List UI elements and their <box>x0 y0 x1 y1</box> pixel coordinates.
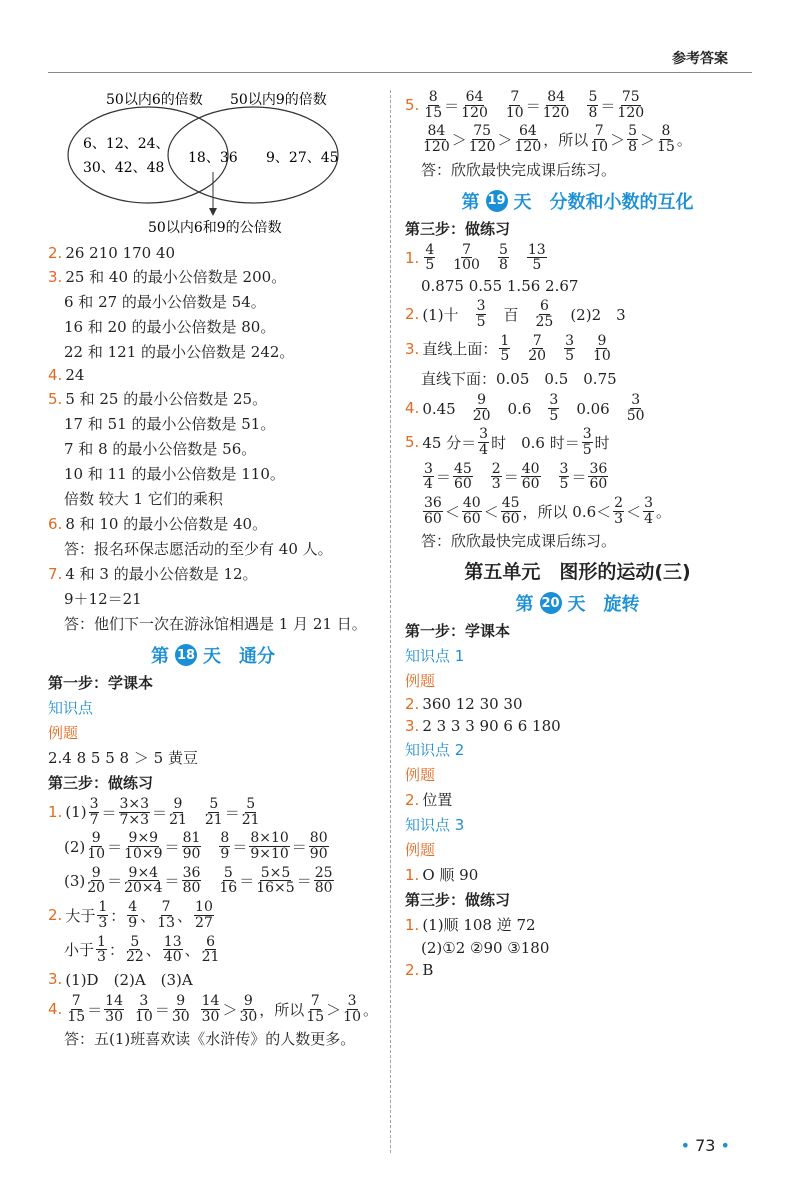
page-number: • 73 • <box>680 1136 730 1155</box>
answer-5-line: 7 和 8 的最小公倍数是 56。 <box>64 440 257 458</box>
answer-5-line: 倍数 较大 1 它们的乘积 <box>64 490 223 508</box>
day-18-title: 第 18 天 通分 <box>151 646 275 667</box>
frac-5-2: $\frac{84}{120}$ ＞ $\frac{75}{120}$ ＞ $\frac{64}{120}$ ，所以 $\frac{7}{10}$ ＞ $\frac{5}{8}$ ＞ $\frac{8}{15}$ 。 <box>423 123 692 156</box>
example-label: 例题 <box>405 766 436 785</box>
r-d1: 1. (1)顺 108 逆 72 <box>405 915 536 935</box>
venn-both: 18、36 <box>188 150 238 166</box>
column-divider <box>390 90 391 1153</box>
knowledge-point: 知识点 <box>48 699 94 717</box>
venn-right: 9、27、45 <box>266 150 339 166</box>
frac-2-2: 小于 $\frac{1}{3}$ ： $\frac{5}{22}$ 、 $\frac{13}{40}$ 、 $\frac{6}{21}$ <box>64 933 220 966</box>
example-label: 例题 <box>48 724 79 742</box>
answer-3-line: 22 和 121 的最小公倍数是 242。 <box>64 343 295 361</box>
left-column <box>48 90 378 1049</box>
venn-arrowhead <box>209 208 217 216</box>
step-3-heading: 第三步：做练习 <box>405 891 511 910</box>
frac-1-2: (2) $\frac{9}{10}$ ＝ $\frac{9\times 9}{10\times 9}$ ＝ $\frac{81}{90}$ $\frac{8}{9}$ ＝ $\frac{8\times 10}{9\times 10}$ ＝ $\frac{80}{90}$ <box>64 830 328 863</box>
step-1-heading: 第一步：学课本 <box>48 674 154 692</box>
step-3-heading: 第三步：做练习 <box>405 219 511 238</box>
venn-label-right: 50以内9的倍数 <box>230 92 327 108</box>
venn-diagram <box>48 90 378 240</box>
example-answer: 2.4 8 5 5 8 ＞ 5 黄豆 <box>48 749 198 767</box>
r-frac-2: 2. (1)十 $\frac{3}{5}$ 百 $\frac{6}{25}$ (2)2 3 <box>405 298 626 330</box>
r-frac-3: 3. 直线上面： $\frac{1}{5}$ $\frac{7}{20}$ $\frac{3}{5}$ $\frac{9}{10}$ <box>405 332 611 365</box>
answer-3b: 3. (1)D (2)A (3)A <box>48 970 193 989</box>
r-d2: 2. B <box>405 961 434 980</box>
example-label: 例题 <box>405 672 436 691</box>
answer-5: 5. 5 和 25 的最小公倍数是 25。 <box>48 389 268 408</box>
venn-common: 50以内6和9的公倍数 <box>148 220 282 236</box>
r-frac-5-1: 5. 45 分＝ $\frac{3}{4}$ 时 0.6 时＝ $\frac{3}{5}$ 时 <box>405 426 610 458</box>
answer-7-line: 9＋12＝21 <box>64 590 142 608</box>
r-frac-5-3: $\frac{36}{60}$ ＜ $\frac{40}{60}$ ＜ $\frac{45}{60}$ ，所以 0.6＜ $\frac{2}{3}$ ＜ $\frac{3}{4}$ 。 <box>424 495 672 527</box>
answer-4: 4. 24 <box>48 366 85 384</box>
answer-6: 6. 8 和 10 的最小公倍数是 40。 <box>48 514 268 533</box>
r-d1b: (2)①2 ②90 ③180 <box>421 939 550 958</box>
venn-left-1: 6、12、24、 <box>83 136 170 152</box>
r-answer-3b: 直线下面：0.05 0.5 0.75 <box>421 369 617 388</box>
r-frac-4: 4. 0.45 $\frac{9}{20}$ 0.6 $\frac{3}{5}$ 0.06 $\frac{3}{50}$ <box>405 391 645 424</box>
unit-5-title: 第五单元 图形的运动(三) <box>464 561 691 584</box>
answer-7: 7. 4 和 3 的最小公倍数是 12。 <box>48 564 258 583</box>
answer-3: 3. 25 和 40 的最小公倍数是 200。 <box>48 267 287 286</box>
answer-5-line: 10 和 11 的最小公倍数是 110。 <box>64 465 285 483</box>
frac-1-3: (3) $\frac{9}{20}$ ＝ $\frac{9\times 4}{20\times 4}$ ＝ $\frac{36}{80}$ $\frac{5}{16}$ ＝ $\frac{5\times 5}{16\times 5}$ ＝ $\frac{25}{80}$ <box>64 864 333 897</box>
answer-5-text: 答：欣欣最快完成课后练习。 <box>421 160 617 179</box>
r-frac-5-2: $\frac{3}{4}$ ＝ $\frac{45}{60}$ $\frac{2}{3}$ ＝ $\frac{40}{60}$ $\frac{3}{5}$ ＝ $\frac{36}{60}$ <box>424 460 608 493</box>
answer-2: 2. 26 210 170 40 <box>48 244 176 262</box>
frac-5-1: 5. $\frac{8}{15}$ ＝ $\frac{64}{120}$ $\frac{7}{10}$ ＝ $\frac{84}{120}$ $\frac{5}{8}$ ＝ $\frac{75}{120}$ <box>405 89 645 121</box>
answer-7-line: 答：他们下一次在游泳馆相遇是 1 月 21 日。 <box>64 615 367 633</box>
venn-left-2: 30、42、48 <box>83 160 165 176</box>
answer-6-line: 答：报名环保志愿活动的至少有 40 人。 <box>64 540 333 558</box>
answer-4-text: 答：五(1)班喜欢读《水浒传》的人数更多。 <box>64 1030 356 1049</box>
r-b2: 2. 位置 <box>405 790 453 810</box>
answer-3-line: 6 和 27 的最小公倍数是 54。 <box>64 293 266 311</box>
r-frac-1: 1. $\frac{4}{5}$ $\frac{7}{100}$ $\frac{5}{8}$ $\frac{13}{5}$ <box>405 241 546 274</box>
knowledge-point-1: 知识点 1 <box>405 647 465 666</box>
right-column <box>405 90 750 979</box>
knowledge-point-2: 知识点 2 <box>405 741 465 760</box>
header-title: 参考答案 <box>672 51 728 67</box>
r-a2: 2. 360 12 30 30 <box>405 695 523 714</box>
venn-label-left: 50以内6的倍数 <box>106 92 203 108</box>
r-a3: 3. 2 3 3 3 90 6 6 180 <box>405 717 561 736</box>
answer-5-line: 17 和 51 的最小公倍数是 51。 <box>64 415 276 433</box>
day-20-title: 第 20 天 旋转 <box>515 594 640 616</box>
header-rule <box>48 72 752 73</box>
r-c1: 1. O 顺 90 <box>405 865 479 885</box>
step-3-heading: 第三步：做练习 <box>48 774 154 792</box>
step-1-heading: 第一步：学课本 <box>405 622 511 641</box>
r-answer-1b: 0.875 0.55 1.56 2.67 <box>421 277 579 296</box>
frac-2-1: 2. 大于 $\frac{1}{3}$ ： $\frac{4}{9}$ 、 $\frac{7}{13}$ 、 $\frac{10}{27}$ <box>48 899 213 931</box>
answer-3-line: 16 和 20 的最小公倍数是 80。 <box>64 318 276 336</box>
r-answer-5-text: 答：欣欣最快完成课后练习。 <box>421 532 617 551</box>
example-label: 例题 <box>405 841 436 860</box>
day-19-title: 第 19 天 分数和小数的互化 <box>461 191 694 213</box>
knowledge-point-3: 知识点 3 <box>405 816 465 835</box>
frac-1-1: 1. (1) $\frac{3}{7}$ ＝ $\frac{3\times 3}{7\times 3}$ ＝ $\frac{9}{21}$ $\frac{5}{21}$ ＝ $\frac{5}{21}$ <box>48 796 260 828</box>
frac-4: 4. $\frac{7}{15}$ ＝ $\frac{14}{30}$ $\frac{3}{10}$ ＝ $\frac{9}{30}$ $\frac{14}{30}$ ＞ $\frac{9}{30}$ ，所以 $\frac{7}{15}$ ＞ $\frac{3}{10}$ 。 <box>48 992 378 1025</box>
